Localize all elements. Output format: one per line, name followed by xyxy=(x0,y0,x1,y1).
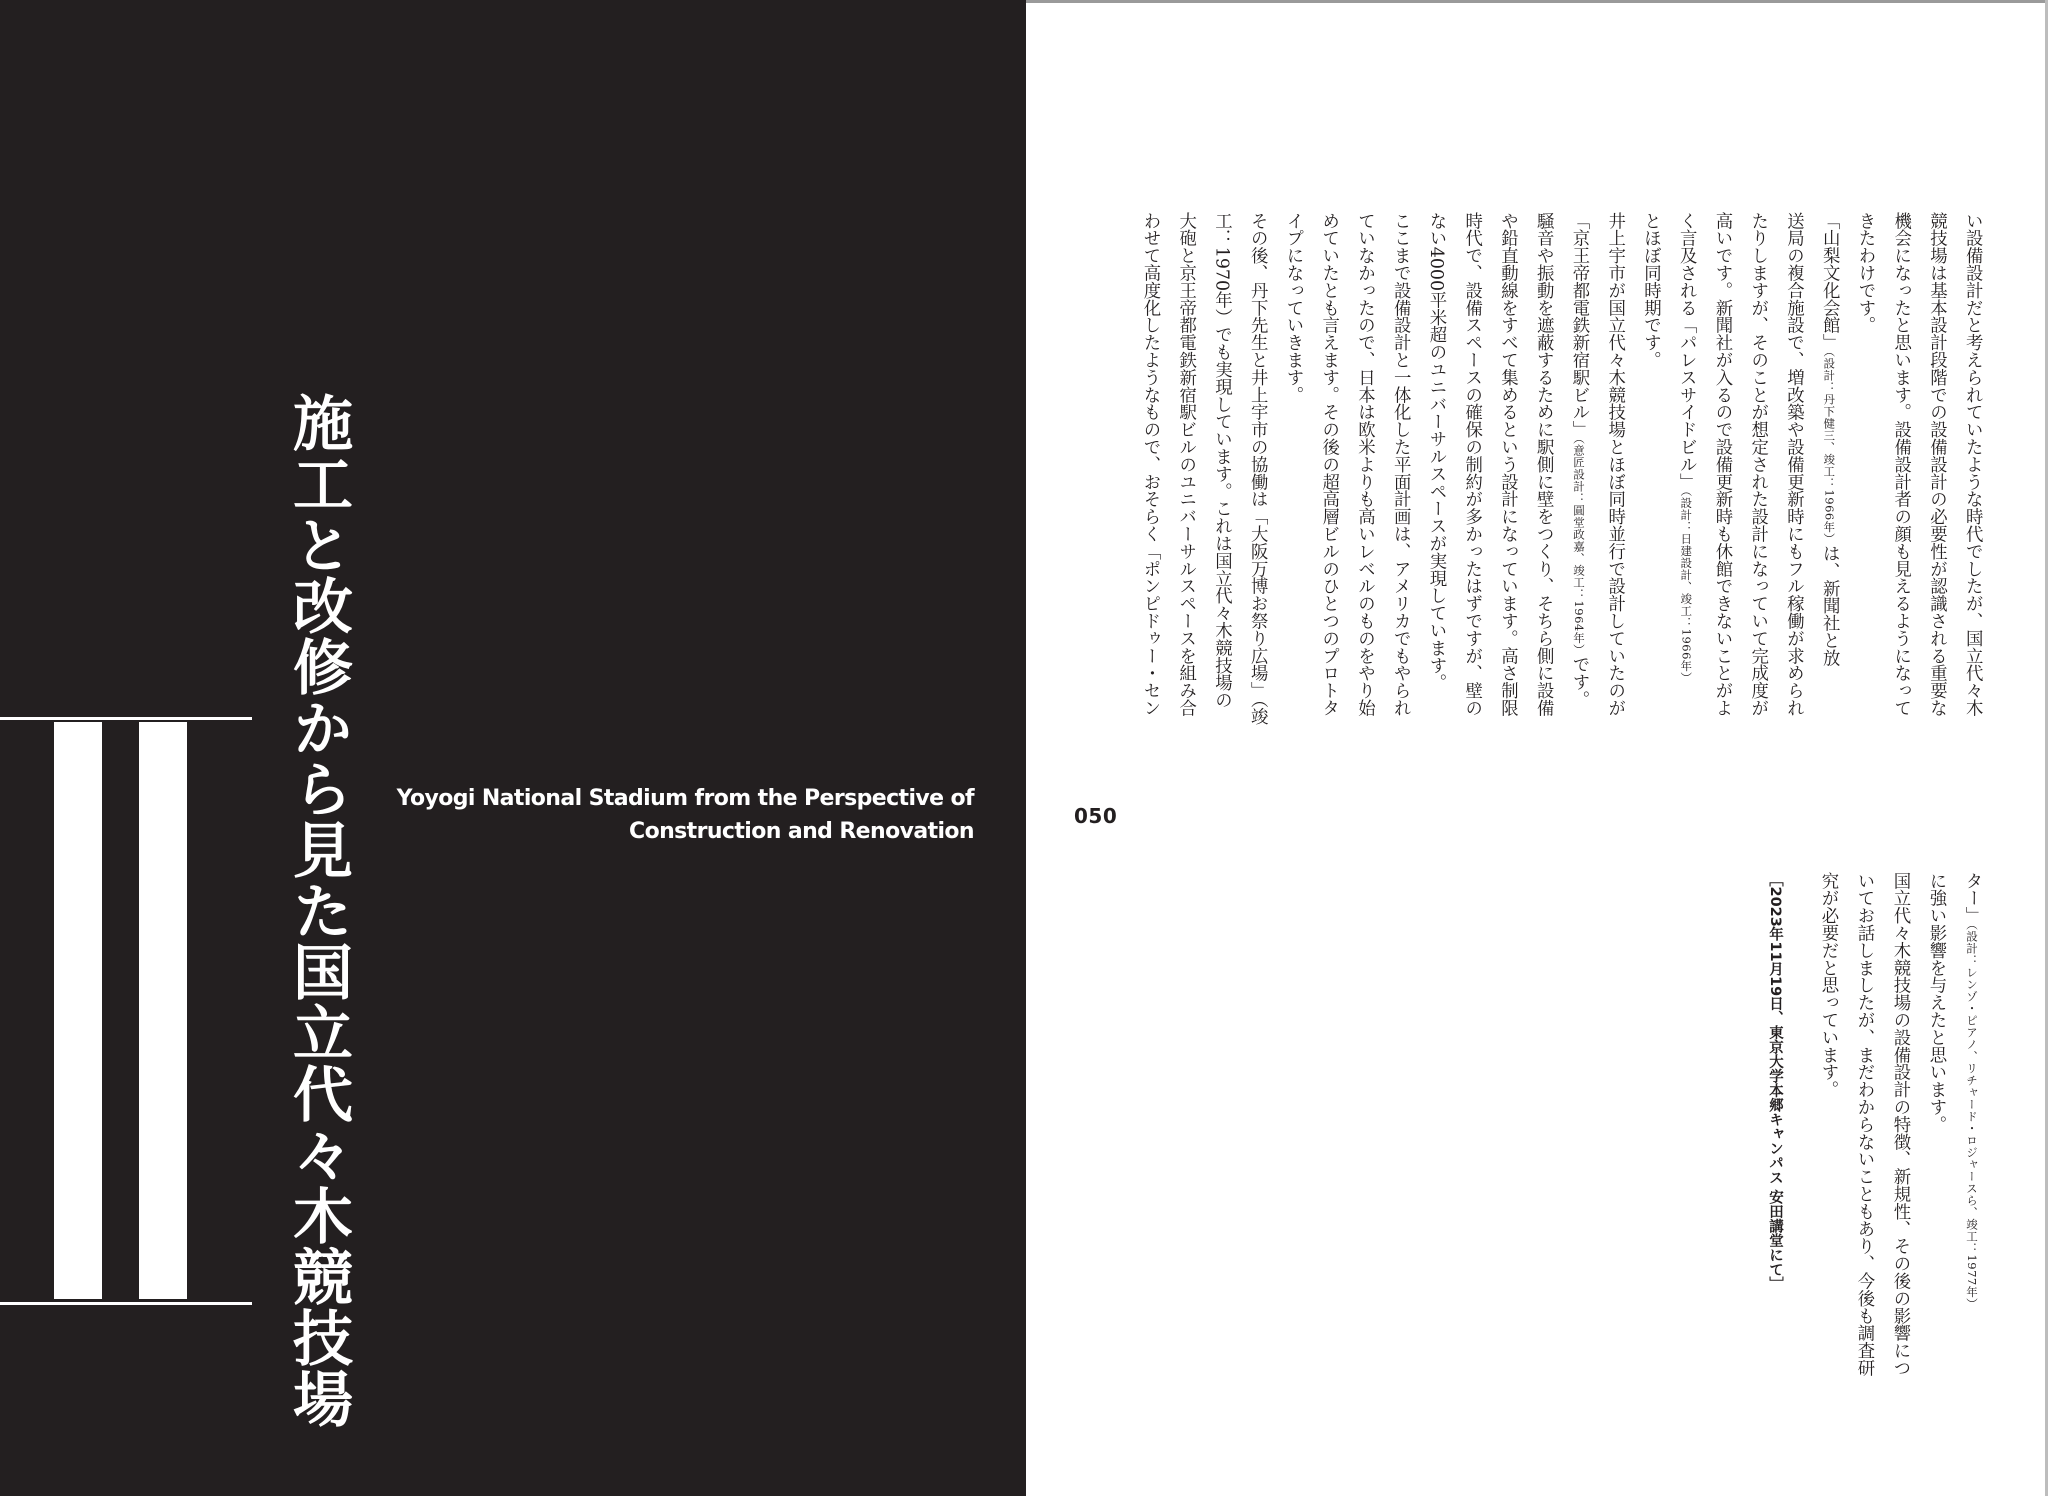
text-segment: たりしますが、そのことが想定された設計になっていて完成度が xyxy=(1747,212,1768,717)
text-segment: 国立代々木競技場の設備設計の特徴、新規性、その後の影響につ xyxy=(1890,872,1910,1377)
text-column xyxy=(1774,212,1814,772)
text-segment: その後、丹下先生と井上宇市の協働は「大阪万博お祭り広場」 xyxy=(1247,212,1268,700)
text-segment: 競技場は基本設計段階での設備設計の必要性が認識される重要な xyxy=(1926,212,1947,717)
inline-annotation: （設計：レンゾ・ピアノ、リチャード・ロジャースら、竣工：1977年） xyxy=(1965,924,1979,1310)
text-segment: ない4000平米超のユニバーサルスペースが実現しています。 xyxy=(1426,212,1446,692)
numeral-top-rule xyxy=(0,717,252,720)
text-segment: は、新聞社と放 xyxy=(1819,544,1840,667)
text-segment: 「京王帝都電鉄新宿駅ビル」 xyxy=(1569,212,1589,439)
text-column xyxy=(1845,212,1885,772)
text-segment: 送局の複合施設で、増改築や設備更新時にもフル稼働が求められ xyxy=(1783,212,1804,717)
body-text-lower xyxy=(1668,872,1988,1452)
text-column xyxy=(1702,212,1742,772)
text-segment: や鉛直動線をすべて集めるという設計になっています。高さ制限 xyxy=(1497,212,1518,717)
roman-numeral-bar-left xyxy=(54,722,102,1299)
text-segment: 工：1970年） xyxy=(1211,212,1232,326)
page-number: 050 xyxy=(1074,804,1118,828)
text-column xyxy=(1452,212,1492,772)
text-segment: く言及される「パレスサイドビル」 xyxy=(1676,212,1697,491)
text-column xyxy=(1952,212,1988,772)
text-column xyxy=(1595,212,1635,772)
text-segment: わせて高度化したようなもので、おそらく「ポンピドゥー・セン xyxy=(1140,212,1160,717)
text-column xyxy=(1666,212,1706,772)
text-column xyxy=(1880,872,1920,1452)
text-column xyxy=(1881,212,1921,772)
text-segment: とほぼ同時期です。 xyxy=(1640,212,1661,369)
text-segment: 騒音や振動を遮蔽するために駅側に壁をつくり、そちら側に設備 xyxy=(1533,212,1554,717)
section-title-japanese: 施工と改修から見た国立代々木競技場 xyxy=(283,392,353,1429)
text-segment: 時代で、設備スペースの確保の制約が多かったはずですが、壁の xyxy=(1461,212,1482,717)
section-title-english-line-2: Construction and Renovation xyxy=(629,819,974,844)
body-text-upper xyxy=(1130,212,1988,772)
text-segment: 井上宇市が国立代々木競技場とほぼ同時並行で設計していたのが xyxy=(1604,212,1625,717)
text-segment: でも実現しています。これは国立代々木競技場の xyxy=(1211,325,1232,709)
text-segment: 機会になったと思います。設備設計者の顔も見えるようになって xyxy=(1890,212,1911,717)
text-column xyxy=(1309,212,1349,772)
text-segment: に強い影響を与えたと思います。 xyxy=(1926,872,1946,1133)
roman-numeral-bar-right xyxy=(139,722,187,1299)
text-segment: 大砲と京王帝都電鉄新宿駅ビルのユニバーサルスペースを組み合 xyxy=(1175,212,1196,717)
text-segment: い設備設計だと考えられていたような時代でしたが、国立代々木 xyxy=(1962,212,1983,717)
text-column xyxy=(1808,872,1848,1452)
numeral-bottom-rule xyxy=(0,1302,252,1305)
text-segment: めていたとも言えます。その後の超高層ビルのひとつのプロトタ xyxy=(1318,212,1339,717)
text-segment: いてお話しましたが、まだわからないこともあり、今後も調査研 xyxy=(1854,872,1874,1377)
text-column xyxy=(1916,872,1956,1452)
text-column xyxy=(1380,212,1420,772)
text-column xyxy=(1488,212,1528,772)
text-segment: ター」 xyxy=(1962,872,1982,925)
text-column xyxy=(1202,212,1242,772)
text-column xyxy=(1631,212,1671,772)
text-column xyxy=(1738,212,1778,772)
text-column xyxy=(1237,212,1277,772)
text-column xyxy=(1166,212,1206,772)
text-column xyxy=(1952,872,1988,1452)
section-title-english-line-1: Yoyogi National Stadium from the Perspective of xyxy=(396,786,974,811)
page-top-rule xyxy=(1026,0,2048,3)
text-segment: ここまで設備設計と一体化した平面計画は、アメリカでもやられ xyxy=(1390,212,1411,717)
text-segment: （竣 xyxy=(1247,699,1268,726)
text-column xyxy=(1130,212,1170,772)
inline-annotation: （意匠設計：圓堂政嘉、竣工：1964年） xyxy=(1572,438,1586,656)
inline-annotation: （設計：日建設計、竣工：1966年） xyxy=(1679,490,1694,684)
text-column xyxy=(1559,212,1599,772)
text-column xyxy=(1844,872,1884,1452)
text-segment: 高いです。新聞社が入るので設備更新時も休館できないことがよ xyxy=(1712,212,1732,717)
right-page xyxy=(1026,0,2048,1496)
text-segment: 「山梨文化会館」 xyxy=(1819,212,1840,352)
interview-credit: ［2023年11月19日、東京大学本郷キャンパス 安田講堂にて］ xyxy=(1767,872,1783,1292)
text-segment: ていなかったので、日本は欧米よりも高いレベルのものをやり始 xyxy=(1354,212,1375,717)
text-column xyxy=(1809,212,1849,772)
text-segment: イプになっていきます。 xyxy=(1283,212,1303,404)
section-title-english xyxy=(360,782,974,848)
text-column xyxy=(1273,212,1313,772)
text-column xyxy=(1345,212,1385,772)
text-segment: きたわけです。 xyxy=(1855,212,1875,334)
text-segment: 究が必要だと思っています。 xyxy=(1818,872,1838,1099)
text-segment: です。 xyxy=(1569,655,1589,708)
text-column xyxy=(1523,212,1563,772)
inline-annotation: （設計：丹下健三、竣工：1966年） xyxy=(1822,351,1837,545)
text-column xyxy=(1416,212,1456,772)
text-column xyxy=(1917,212,1957,772)
